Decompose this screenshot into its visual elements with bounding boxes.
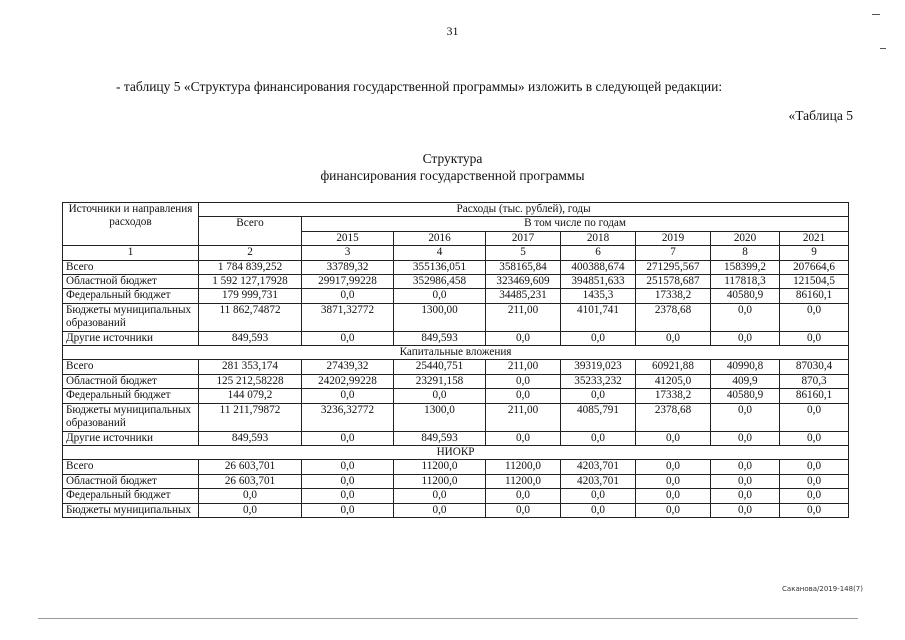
table-row xyxy=(63,431,849,445)
value-cell: 1 784 839,252 xyxy=(199,260,302,274)
value-cell: 211,00 xyxy=(486,360,561,374)
value-cell: 0,0 xyxy=(780,474,849,488)
value-cell: 394851,633 xyxy=(561,275,636,289)
value-cell: 1300,0 xyxy=(394,403,486,431)
header-years-group: В том числе по годам xyxy=(302,217,849,231)
col-number-cell: 8 xyxy=(711,246,780,260)
col-number-cell: 1 xyxy=(63,246,199,260)
row-label: Другие источники xyxy=(63,331,199,345)
value-cell: 0,0 xyxy=(486,374,561,388)
value-cell: 26 603,701 xyxy=(199,460,302,474)
value-cell: 2378,68 xyxy=(636,403,711,431)
value-cell: 86160,1 xyxy=(780,389,849,403)
value-cell: 0,0 xyxy=(199,489,302,503)
scan-mark xyxy=(880,48,886,49)
value-cell: 0,0 xyxy=(302,489,394,503)
value-cell: 0,0 xyxy=(780,303,849,331)
col-number-cell: 2 xyxy=(199,246,302,260)
table-row xyxy=(63,489,849,503)
value-cell: 0,0 xyxy=(780,431,849,445)
value-cell: 0,0 xyxy=(561,503,636,517)
value-cell: 0,0 xyxy=(302,331,394,345)
row-label: Всего xyxy=(63,260,199,274)
value-cell: 0,0 xyxy=(711,303,780,331)
row-label: Бюджеты муниципальных образований xyxy=(63,403,199,431)
value-cell: 4203,701 xyxy=(561,460,636,474)
col-number-cell: 7 xyxy=(636,246,711,260)
value-cell: 849,593 xyxy=(199,331,302,345)
table-row xyxy=(63,374,849,388)
value-cell: 26 603,701 xyxy=(199,474,302,488)
value-cell: 0,0 xyxy=(302,474,394,488)
value-cell: 0,0 xyxy=(780,331,849,345)
section-title: НИОКР xyxy=(63,445,849,459)
value-cell: 1 592 127,17928 xyxy=(199,275,302,289)
section-title-row xyxy=(63,346,849,360)
value-cell: 207664,6 xyxy=(780,260,849,274)
col-number-cell: 4 xyxy=(394,246,486,260)
value-cell: 271295,567 xyxy=(636,260,711,274)
value-cell: 849,593 xyxy=(394,331,486,345)
value-cell: 4101,741 xyxy=(561,303,636,331)
value-cell: 158399,2 xyxy=(711,260,780,274)
value-cell: 400388,674 xyxy=(561,260,636,274)
table-label: «Таблица 5 xyxy=(788,108,853,123)
value-cell: 0,0 xyxy=(302,289,394,303)
value-cell: 0,0 xyxy=(636,431,711,445)
value-cell: 1435,3 xyxy=(561,289,636,303)
value-cell: 11200,0 xyxy=(486,460,561,474)
value-cell: 11200,0 xyxy=(486,474,561,488)
year-cell: 2018 xyxy=(561,231,636,245)
value-cell: 1300,00 xyxy=(394,303,486,331)
value-cell: 0,0 xyxy=(711,489,780,503)
value-cell: 3871,32772 xyxy=(302,303,394,331)
value-cell: 211,00 xyxy=(486,403,561,431)
year-cell: 2017 xyxy=(486,231,561,245)
value-cell: 35233,232 xyxy=(561,374,636,388)
value-cell: 11 862,74872 xyxy=(199,303,302,331)
row-label: Бюджеты муниципальных xyxy=(63,503,199,517)
table-row xyxy=(63,260,849,274)
row-label: Областной бюджет xyxy=(63,374,199,388)
value-cell: 0,0 xyxy=(486,489,561,503)
value-cell: 27439,32 xyxy=(302,360,394,374)
value-cell: 34485,231 xyxy=(486,289,561,303)
row-label: Федеральный бюджет xyxy=(63,389,199,403)
table-row xyxy=(63,289,849,303)
value-cell: 39319,023 xyxy=(561,360,636,374)
financing-table xyxy=(62,202,849,518)
value-cell: 40580,9 xyxy=(711,289,780,303)
table-row xyxy=(63,403,849,431)
value-cell: 0,0 xyxy=(486,331,561,345)
value-cell: 60921,88 xyxy=(636,360,711,374)
table-row xyxy=(63,389,849,403)
value-cell: 0,0 xyxy=(486,503,561,517)
header-source: Источники и направления расходов xyxy=(63,203,199,246)
value-cell: 23291,158 xyxy=(394,374,486,388)
col-number-cell: 3 xyxy=(302,246,394,260)
value-cell: 0,0 xyxy=(561,331,636,345)
value-cell: 0,0 xyxy=(711,460,780,474)
value-cell: 281 353,174 xyxy=(199,360,302,374)
section-title-row xyxy=(63,445,849,459)
col-number-cell: 6 xyxy=(561,246,636,260)
value-cell: 0,0 xyxy=(561,431,636,445)
row-label: Другие источники xyxy=(63,431,199,445)
value-cell: 40990,8 xyxy=(711,360,780,374)
value-cell: 0,0 xyxy=(394,289,486,303)
row-label: Всего xyxy=(63,460,199,474)
row-label: Бюджеты муниципальных образований xyxy=(63,303,199,331)
section-title: Капитальные вложения xyxy=(63,346,849,360)
row-label: Всего xyxy=(63,360,199,374)
table-row xyxy=(63,474,849,488)
value-cell: 0,0 xyxy=(302,431,394,445)
col-number-cell: 5 xyxy=(486,246,561,260)
value-cell: 24202,99228 xyxy=(302,374,394,388)
header-expenses: Расходы (тыс. рублей), годы xyxy=(199,203,849,217)
value-cell: 117818,3 xyxy=(711,275,780,289)
value-cell: 4085,791 xyxy=(561,403,636,431)
caption-line-1: Структура xyxy=(422,151,483,166)
table-row xyxy=(63,460,849,474)
year-cell: 2015 xyxy=(302,231,394,245)
value-cell: 0,0 xyxy=(486,431,561,445)
value-cell: 17338,2 xyxy=(636,389,711,403)
value-cell: 121504,5 xyxy=(780,275,849,289)
value-cell: 849,593 xyxy=(199,431,302,445)
value-cell: 0,0 xyxy=(711,431,780,445)
instruction-text: - таблицу 5 «Структура финансирования государственной программы» изложить в следующей редакции: xyxy=(116,79,723,94)
value-cell: 17338,2 xyxy=(636,289,711,303)
col-number-cell: 9 xyxy=(780,246,849,260)
row-label: Федеральный бюджет xyxy=(63,489,199,503)
value-cell: 870,3 xyxy=(780,374,849,388)
value-cell: 0,0 xyxy=(199,503,302,517)
value-cell: 0,0 xyxy=(636,331,711,345)
value-cell: 0,0 xyxy=(780,489,849,503)
value-cell: 11 211,79872 xyxy=(199,403,302,431)
value-cell: 0,0 xyxy=(636,460,711,474)
page-number: 31 xyxy=(446,24,459,38)
scan-mark xyxy=(872,14,880,15)
value-cell: 11200,0 xyxy=(394,460,486,474)
value-cell: 0,0 xyxy=(486,389,561,403)
value-cell: 0,0 xyxy=(636,474,711,488)
value-cell: 11200,0 xyxy=(394,474,486,488)
year-cell: 2019 xyxy=(636,231,711,245)
value-cell: 4203,701 xyxy=(561,474,636,488)
value-cell: 0,0 xyxy=(561,489,636,503)
value-cell: 0,0 xyxy=(394,503,486,517)
value-cell: 0,0 xyxy=(636,503,711,517)
row-label: Областной бюджет xyxy=(63,275,199,289)
table-row xyxy=(63,275,849,289)
value-cell: 179 999,731 xyxy=(199,289,302,303)
value-cell: 211,00 xyxy=(486,303,561,331)
value-cell: 40580,9 xyxy=(711,389,780,403)
document-code: Саканова/2019-148(7) xyxy=(782,585,863,593)
value-cell: 87030,4 xyxy=(780,360,849,374)
year-cell: 2021 xyxy=(780,231,849,245)
row-label: Областной бюджет xyxy=(63,474,199,488)
value-cell: 355136,051 xyxy=(394,260,486,274)
value-cell: 251578,687 xyxy=(636,275,711,289)
value-cell: 29917,99228 xyxy=(302,275,394,289)
value-cell: 0,0 xyxy=(561,389,636,403)
row-label: Федеральный бюджет xyxy=(63,289,199,303)
column-number-row xyxy=(63,246,849,260)
header-total: Всего xyxy=(199,217,302,246)
header-row-1 xyxy=(63,203,849,217)
value-cell: 0,0 xyxy=(711,403,780,431)
year-cell: 2016 xyxy=(394,231,486,245)
value-cell: 323469,609 xyxy=(486,275,561,289)
value-cell: 358165,84 xyxy=(486,260,561,274)
value-cell: 41205,0 xyxy=(636,374,711,388)
table-row xyxy=(63,360,849,374)
value-cell: 0,0 xyxy=(780,503,849,517)
table-row xyxy=(63,303,849,331)
table-row xyxy=(63,331,849,345)
table-caption xyxy=(0,150,905,184)
table-row xyxy=(63,503,849,517)
value-cell: 849,593 xyxy=(394,431,486,445)
page-bottom-edge xyxy=(38,618,858,619)
caption-line-2: финансирования государственной программы xyxy=(320,168,585,183)
value-cell: 352986,458 xyxy=(394,275,486,289)
value-cell: 0,0 xyxy=(780,460,849,474)
value-cell: 0,0 xyxy=(636,489,711,503)
value-cell: 0,0 xyxy=(302,460,394,474)
value-cell: 25440,751 xyxy=(394,360,486,374)
value-cell: 0,0 xyxy=(302,389,394,403)
value-cell: 144 079,2 xyxy=(199,389,302,403)
value-cell: 33789,32 xyxy=(302,260,394,274)
value-cell: 0,0 xyxy=(711,474,780,488)
value-cell: 86160,1 xyxy=(780,289,849,303)
value-cell: 0,0 xyxy=(394,489,486,503)
value-cell: 0,0 xyxy=(780,403,849,431)
value-cell: 0,0 xyxy=(711,331,780,345)
value-cell: 0,0 xyxy=(394,389,486,403)
value-cell: 2378,68 xyxy=(636,303,711,331)
value-cell: 125 212,58228 xyxy=(199,374,302,388)
value-cell: 0,0 xyxy=(302,503,394,517)
value-cell: 0,0 xyxy=(711,503,780,517)
year-cell: 2020 xyxy=(711,231,780,245)
value-cell: 409,9 xyxy=(711,374,780,388)
value-cell: 3236,32772 xyxy=(302,403,394,431)
